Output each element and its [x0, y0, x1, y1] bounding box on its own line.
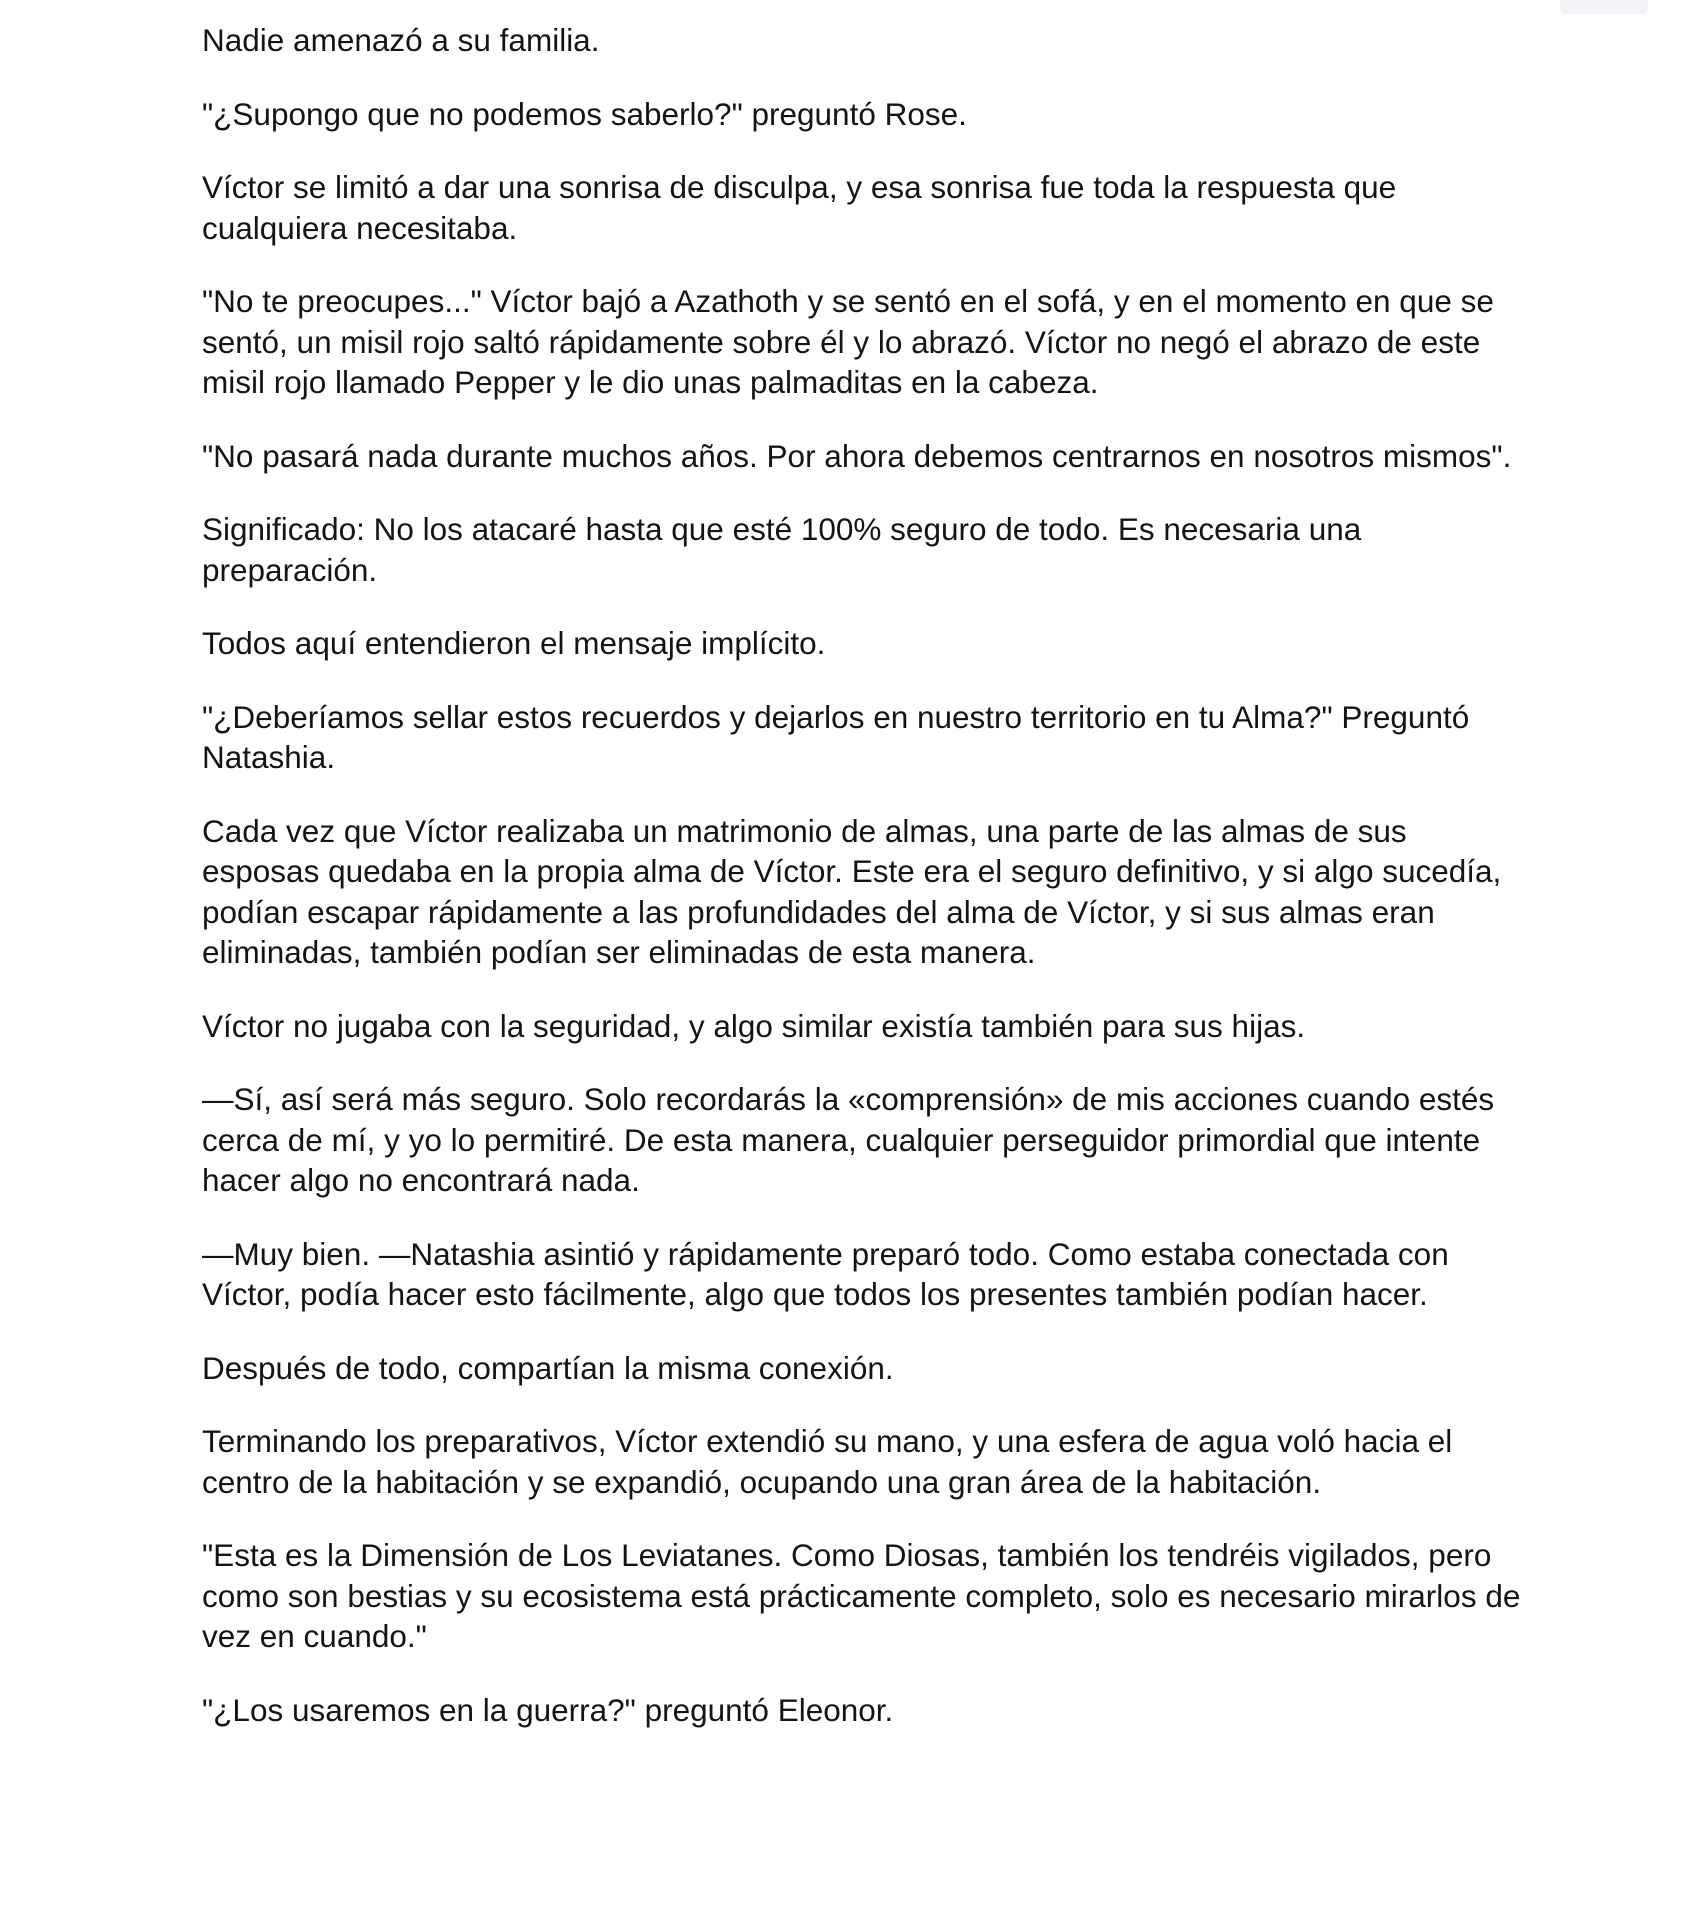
- paragraph: "¿Supongo que no podemos saberlo?" preguntó Rose.: [202, 95, 967, 132]
- paragraph: Nadie amenazó a su familia.: [202, 22, 600, 58]
- paragraph: "No pasará nada durante muchos años. Por ahora debemos centrarnos en nosotros mismos".: [202, 437, 1512, 474]
- paragraph: Cada vez que Víctor realizaba un matrimonio de almas, una parte de las almas de sus esposas quedaba en la propia alma de Víctor. Este era el seguro definitivo, y si algo sucedía, podían escapar rápidamente a las profundidades del alma de Víctor, y si sus almas eran eliminadas, también podían ser eliminadas de esta manera.: [202, 812, 1502, 970]
- paragraph: Víctor se limitó a dar una sonrisa de disculpa, y esa sonrisa fue toda la respuesta que cualquiera necesitaba.: [202, 169, 1397, 246]
- paragraph: Todos aquí entendieron el mensaje implícito.: [202, 625, 826, 661]
- document-body: [202, 20, 1532, 1763]
- page-corner-tab: [1560, 0, 1648, 14]
- paragraph: Después de todo, compartían la misma conexión.: [202, 1349, 894, 1386]
- paragraph: "Esta es la Dimensión de Los Leviatanes. Como Diosas, también los tendréis vigilados, pero como son bestias y su ecosistema está prácticamente completo, solo es necesario mirarlos de vez en cuando.": [202, 1537, 1521, 1654]
- paragraph: —Sí, así será más seguro. Solo recordarás la «comprensión» de mis acciones cuando estés cerca de mí, y yo lo permitiré. De esta manera, cualquier perseguidor primordial que intente hacer algo no encontrará nada.: [202, 1081, 1495, 1198]
- paragraph: Significado: No los atacaré hasta que esté 100% seguro de todo. Es necesaria una preparación.: [202, 511, 1362, 588]
- paragraph: "¿Los usaremos en la guerra?" preguntó Eleonor.: [202, 1691, 894, 1728]
- paragraph: Víctor no jugaba con la seguridad, y algo similar existía también para sus hijas.: [202, 1007, 1306, 1044]
- paragraph: "¿Deberíamos sellar estos recuerdos y dejarlos en nuestro territorio en tu Alma?" Preguntó Natashia.: [202, 698, 1470, 775]
- paragraph: Terminando los preparativos, Víctor extendió su mano, y una esfera de agua voló hacia el centro de la habitación y se expandió, ocupando una gran área de la habitación.: [202, 1423, 1453, 1500]
- paragraph: "No te preocupes..." Víctor bajó a Azathoth y se sentó en el sofá, y en el momento en que se sentó, un misil rojo saltó rápidamente sobre él y lo abrazó. Víctor no negó el abrazo de este misil rojo llamado Pepper y le dio unas palmaditas en la cabeza.: [202, 283, 1494, 400]
- paragraph: —Muy bien. —Natashia asintió y rápidamente preparó todo. Como estaba conectada con Víctor, podía hacer esto fácilmente, algo que todos los presentes también podían hacer.: [202, 1235, 1449, 1312]
